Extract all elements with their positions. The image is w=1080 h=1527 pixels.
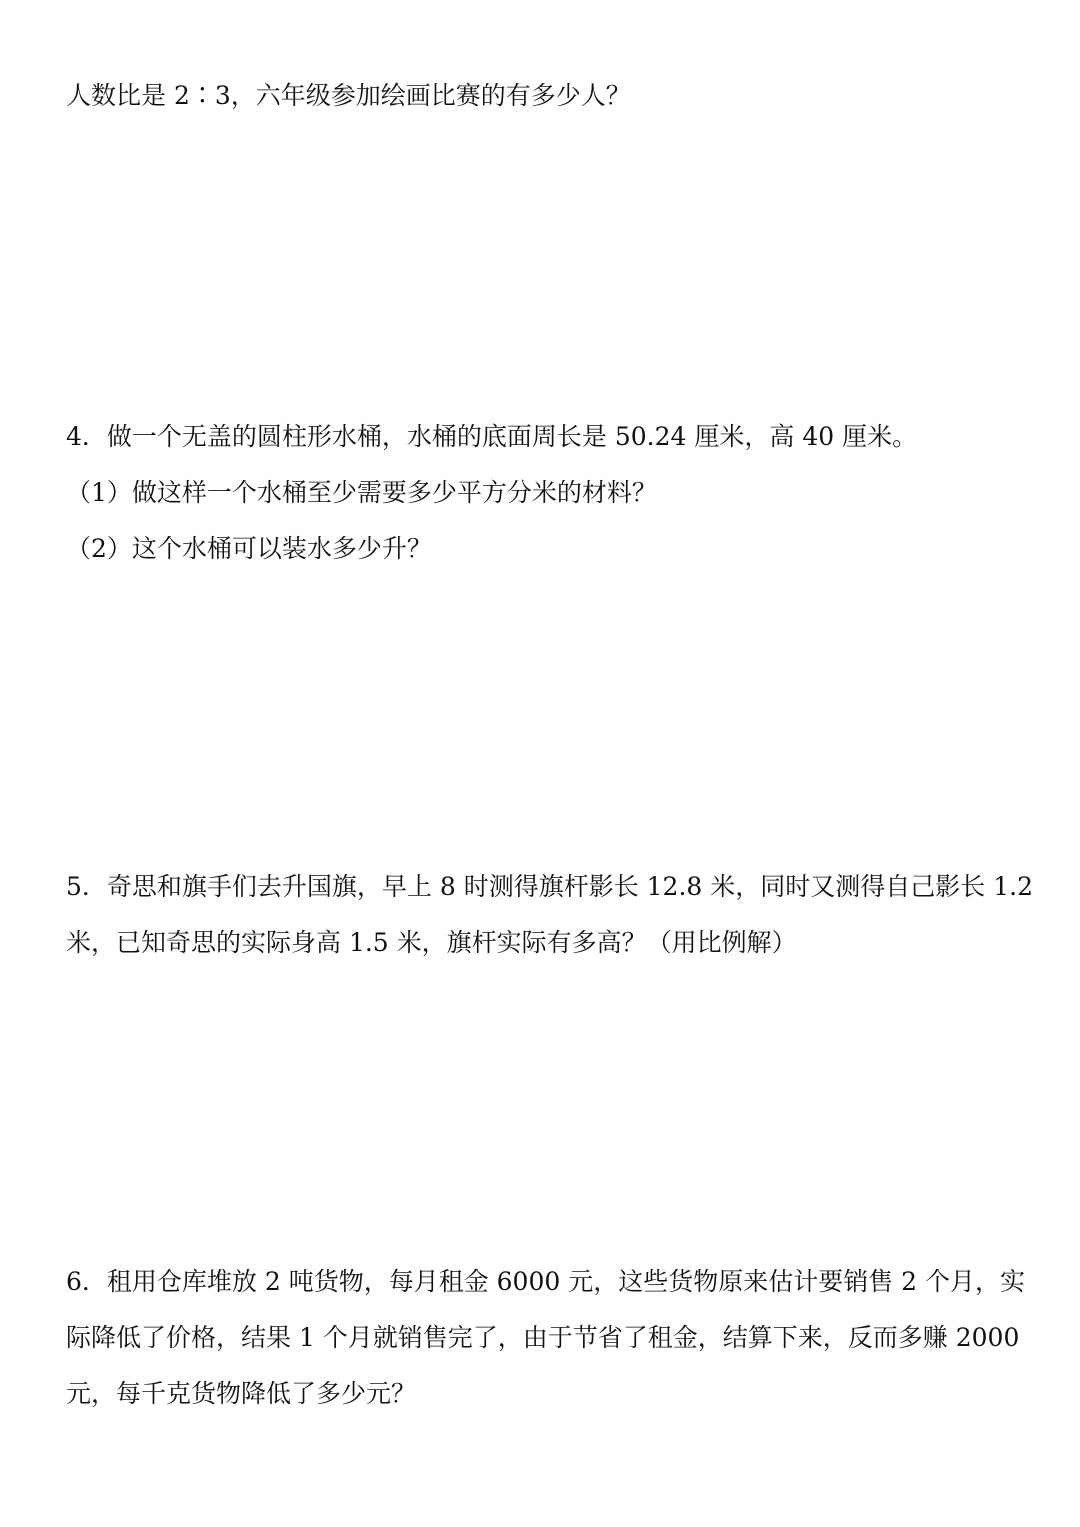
problem-5-line-2: 米，已知奇思的实际身高 1.5 米，旗杆实际有多高？（用比例解） xyxy=(66,928,797,957)
problem-6-line-3: 元，每千克货物降低了多少元？ xyxy=(66,1379,417,1408)
problem-4-stem: 4．做一个无盖的圆柱形水桶，水桶的底面周长是 50.24 厘米，高 40 厘米。 xyxy=(66,422,918,451)
problem-6-line-1: 6．租用仓库堆放 2 吨货物，每月租金 6000 元，这些货物原来估计要销售 2 个月，实 xyxy=(66,1267,1026,1296)
problem-4-question-2: （2）这个水桶可以装水多少升？ xyxy=(66,534,432,563)
problem-5-line-1: 5．奇思和旗手们去升国旗，早上 8 时测得旗杆影长 12.8 米，同时又测得自己影长 1.2 xyxy=(66,872,1033,901)
problem-4-question-1: （1）做这样一个水桶至少需要多少平方分米的材料？ xyxy=(66,478,657,507)
problem-6-line-2: 际降低了价格，结果 1 个月就销售完了，由于节省了租金，结算下来，反而多赚 2000 xyxy=(66,1323,1020,1352)
problem-3-line-1: 人数比是 2∶3，六年级参加绘画比赛的有多少人？ xyxy=(66,81,631,110)
